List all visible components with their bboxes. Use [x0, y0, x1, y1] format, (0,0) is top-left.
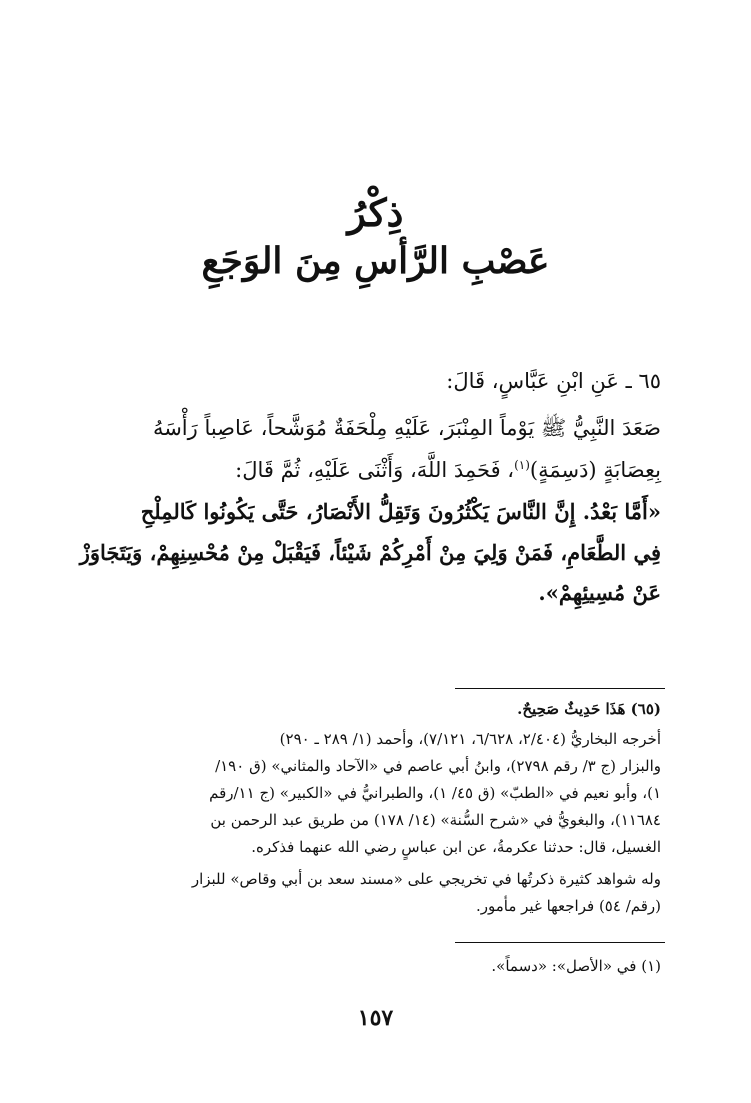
prophet-quote-line-2: فِي الطَّعَامِ، فَمَنْ وَلِيَ مِنْ أَمْرِكُمْ شَيْئاً، فَيَقْبَلْ مِنْ مُحْسِنِهِمْ، وَيَتَجَاوَزْ — [79, 540, 661, 565]
footnote-takhrij-line-4: ١١٦٨٤)، والبغويُّ في «شرح السُّنة» (١٤/ ١٧٨) من طريق عبد الرحمن بن — [210, 811, 661, 829]
footnote-witnesses-line-2: (رقم/ ٥٤) فراجعها غير مأمور. — [475, 897, 661, 915]
footnote-separator — [455, 688, 665, 689]
footnote-1: (١) في «الأصل»: «دسماً». — [491, 957, 661, 975]
prophet-quote-line-3: عَنْ مُسِيئِهِمْ». — [538, 580, 661, 605]
footnote-takhrij-line-1: أخرجه البخاريُّ (٢/٤٠٤، ٦/٦٢٨، ٧/١٢١)، وأحمد (١/ ٢٨٩ ـ ٢٩٠) — [279, 730, 661, 748]
page-number: ١٥٧ — [357, 1005, 394, 1031]
footnote-grade: (٦٥) هَذَا حَدِيثٌ صَحِيحٌ. — [517, 700, 661, 718]
hadith-line-1: صَعَدَ النَّبِيُّ ﷺ يَوْماً المِنْبَرَ، عَلَيْهِ مِلْحَفَةٌ مُوَشَّحاً، عَاصِباً رَأْسَهُ — [152, 416, 661, 440]
hadith-line-2-end: ، فَحَمِدَ اللَّهَ، وَأَثْنَى عَلَيْهِ، ثُمَّ قَالَ: — [235, 458, 515, 482]
hadith-intro: ٦٥ ـ عَنِ ابْنِ عَبَّاسٍ، قَالَ: — [446, 369, 661, 393]
prophet-quote-line-1: «أَمَّا بَعْدُ. إِنَّ النَّاسَ يَكْثُرُونَ وَتَقِلُّ الأَنْصَارُ، حَتَّى يَكُونُوا كَالمِلْحِ — [140, 499, 661, 524]
hadith-line-2 — [235, 450, 661, 485]
footnote-witnesses-line-1: وله شواهد كثيرة ذكرتُها في تخريجي على «مسند سعد بن أبي وقاص» للبزار — [191, 870, 661, 888]
chapter-title-line1: ذِكْرُ — [347, 190, 404, 235]
chapter-title-line2: عَصْبِ الرَّأسِ مِنَ الوَجَعِ — [201, 240, 550, 282]
footnote-takhrij-line-3: ١)، وأبو نعيم في «الطبّ» (ق ٤٥/ ١)، والطبرانيُّ في «الكبير» (ج ١١/رقم — [209, 784, 661, 802]
footnote-separator-2 — [455, 942, 665, 943]
footnote-takhrij-line-2: والبزار (ج ٣/ رقم ٢٧٩٨)، وابنُ أبي عاصم في «الآحاد والمثاني» (ق ١٩٠/ — [215, 757, 661, 775]
footnote-takhrij-line-5: الغسيل، قال: حدثنا عكرمةُ، عن ابن عباسٍ رضي الله عنهما فذكره. — [251, 838, 661, 856]
footnote-ref-1: (١) — [514, 458, 530, 472]
hadith-line-2-start: بِعِصَابَةٍ (دَسِمَةٍ) — [529, 458, 661, 482]
